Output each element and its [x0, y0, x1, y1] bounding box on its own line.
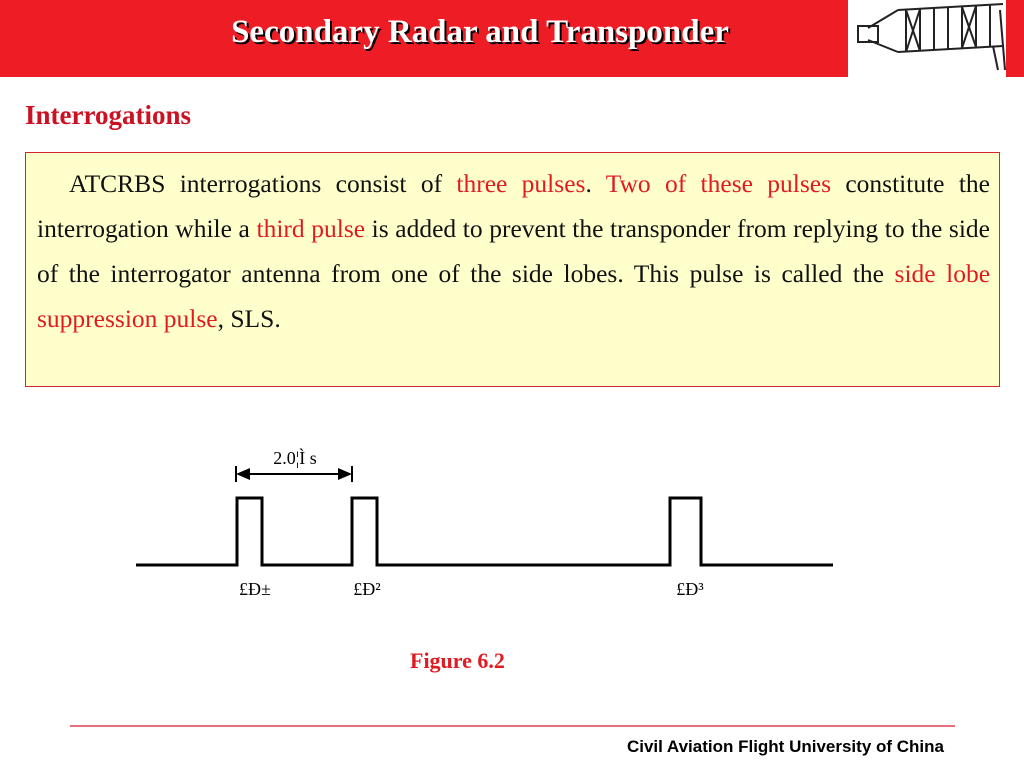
figure-caption: Figure 6.2 — [410, 648, 505, 673]
description-paragraph — [37, 161, 990, 341]
text-segment: , SLS. — [217, 304, 281, 333]
pulse-label-p3: £Ð³ — [676, 579, 704, 599]
arrowhead-left — [236, 468, 250, 480]
text-segment: ATCRBS interrogations consist of — [69, 169, 457, 198]
pulse-diagram — [0, 430, 1024, 630]
section-title: Interrogations — [25, 100, 191, 130]
logo-area — [848, 0, 1006, 77]
pulse-label-p2: £Ð² — [353, 579, 381, 599]
footer-divider — [70, 725, 955, 727]
highlight-two-pulses: Two of these pulses — [605, 169, 832, 198]
pulse-waveform — [136, 498, 833, 565]
header-bar — [0, 0, 1024, 77]
slide-title: Secondary Radar and Transponder — [231, 14, 729, 50]
text-segment: . — [585, 169, 606, 198]
highlight-sls-pulse: side lobe suppression pulse — [37, 259, 991, 333]
text-segment: constitute the interrogation while a — [37, 169, 990, 243]
highlight-third-pulse: third pulse — [256, 214, 366, 243]
description-box — [25, 152, 1000, 387]
footer-institution: Civil Aviation Flight University of China — [626, 737, 944, 756]
text-segment: is added to prevent the transponder from replying to the side of the interrogator antenna from one of the side lobes. This pulse is called the — [37, 214, 990, 288]
biplane-logo-icon — [848, 0, 1006, 77]
arrowhead-right — [338, 468, 352, 480]
highlight-three-pulses: three pulses — [456, 169, 586, 198]
interval-label: 2.0¦Ì s — [273, 448, 317, 468]
pulse-label-p1: £Ð± — [239, 579, 271, 599]
